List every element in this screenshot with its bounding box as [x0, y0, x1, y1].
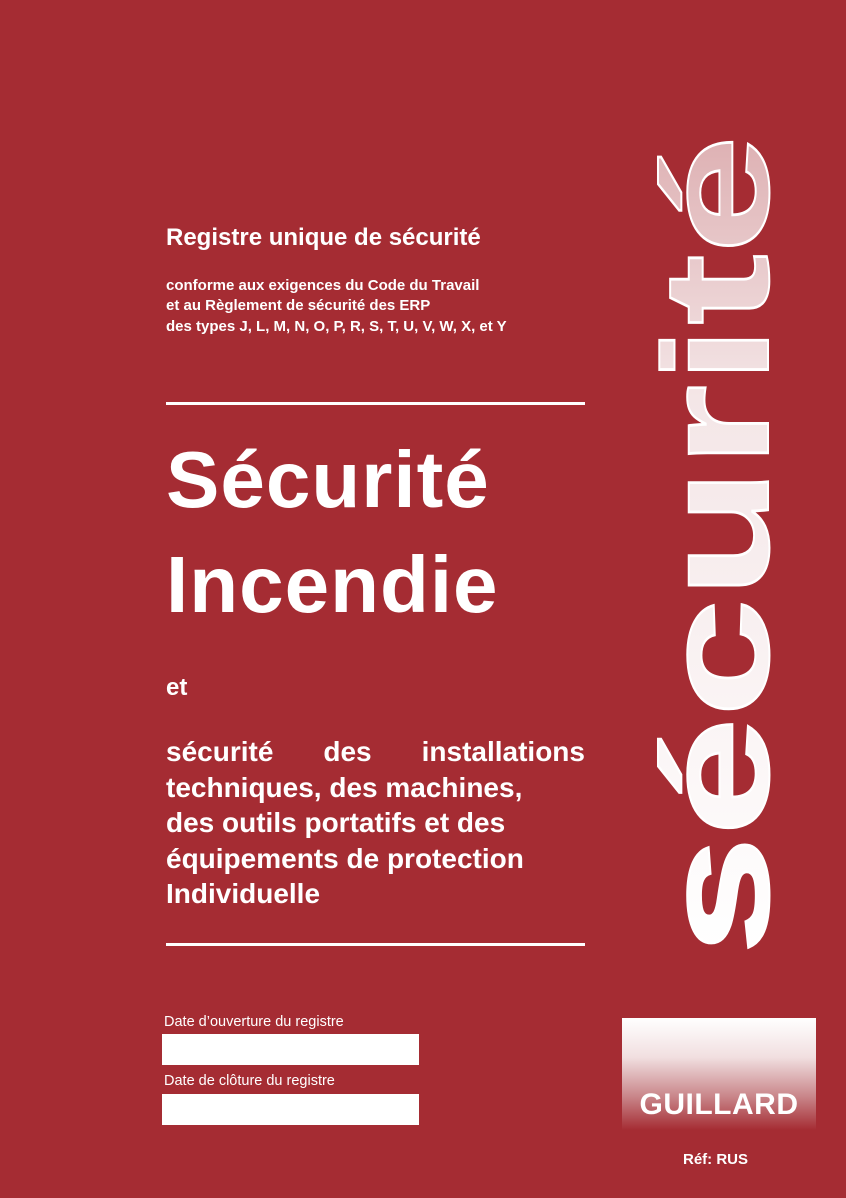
scope-line-5: Individuelle: [166, 878, 321, 909]
top-divider: [166, 402, 585, 405]
register-title: Registre unique de sécurité: [166, 224, 481, 251]
main-title-line-2: Incendie: [166, 540, 499, 629]
opening-date-field[interactable]: [162, 1034, 419, 1065]
brand-name: GUILLARD: [639, 1088, 799, 1121]
opening-date-label: Date d’ouverture du registre: [164, 1014, 344, 1030]
vertical-word-text: sécurité: [632, 379, 800, 955]
closing-date-field[interactable]: [162, 1094, 419, 1125]
subtitle-line-2: et au Règlement de sécurité des ERP: [166, 297, 431, 314]
subtitle-line-3: des types J, L, M, N, O, P, R, S, T, U, V, W, X, et Y: [166, 318, 507, 335]
bottom-divider: [166, 943, 585, 946]
subtitle-line-1: conforme aux exigences du Code du Travail: [166, 277, 480, 294]
scope-description: [166, 734, 585, 912]
scope-line-3: des outils portatifs et des: [166, 807, 506, 838]
reference-code: Réf: RUS: [683, 1151, 749, 1168]
scope-line-1: sécurité des installations: [166, 736, 585, 767]
conjunction-text: et: [166, 674, 188, 701]
brand-logo: [622, 1018, 816, 1130]
main-title-line-1: Sécurité: [166, 435, 490, 524]
scope-line-2: techniques, des machines,: [166, 771, 523, 803]
scope-line-4: équipements de protection: [166, 842, 524, 874]
closing-date-label: Date de clôture du registre: [164, 1073, 335, 1089]
